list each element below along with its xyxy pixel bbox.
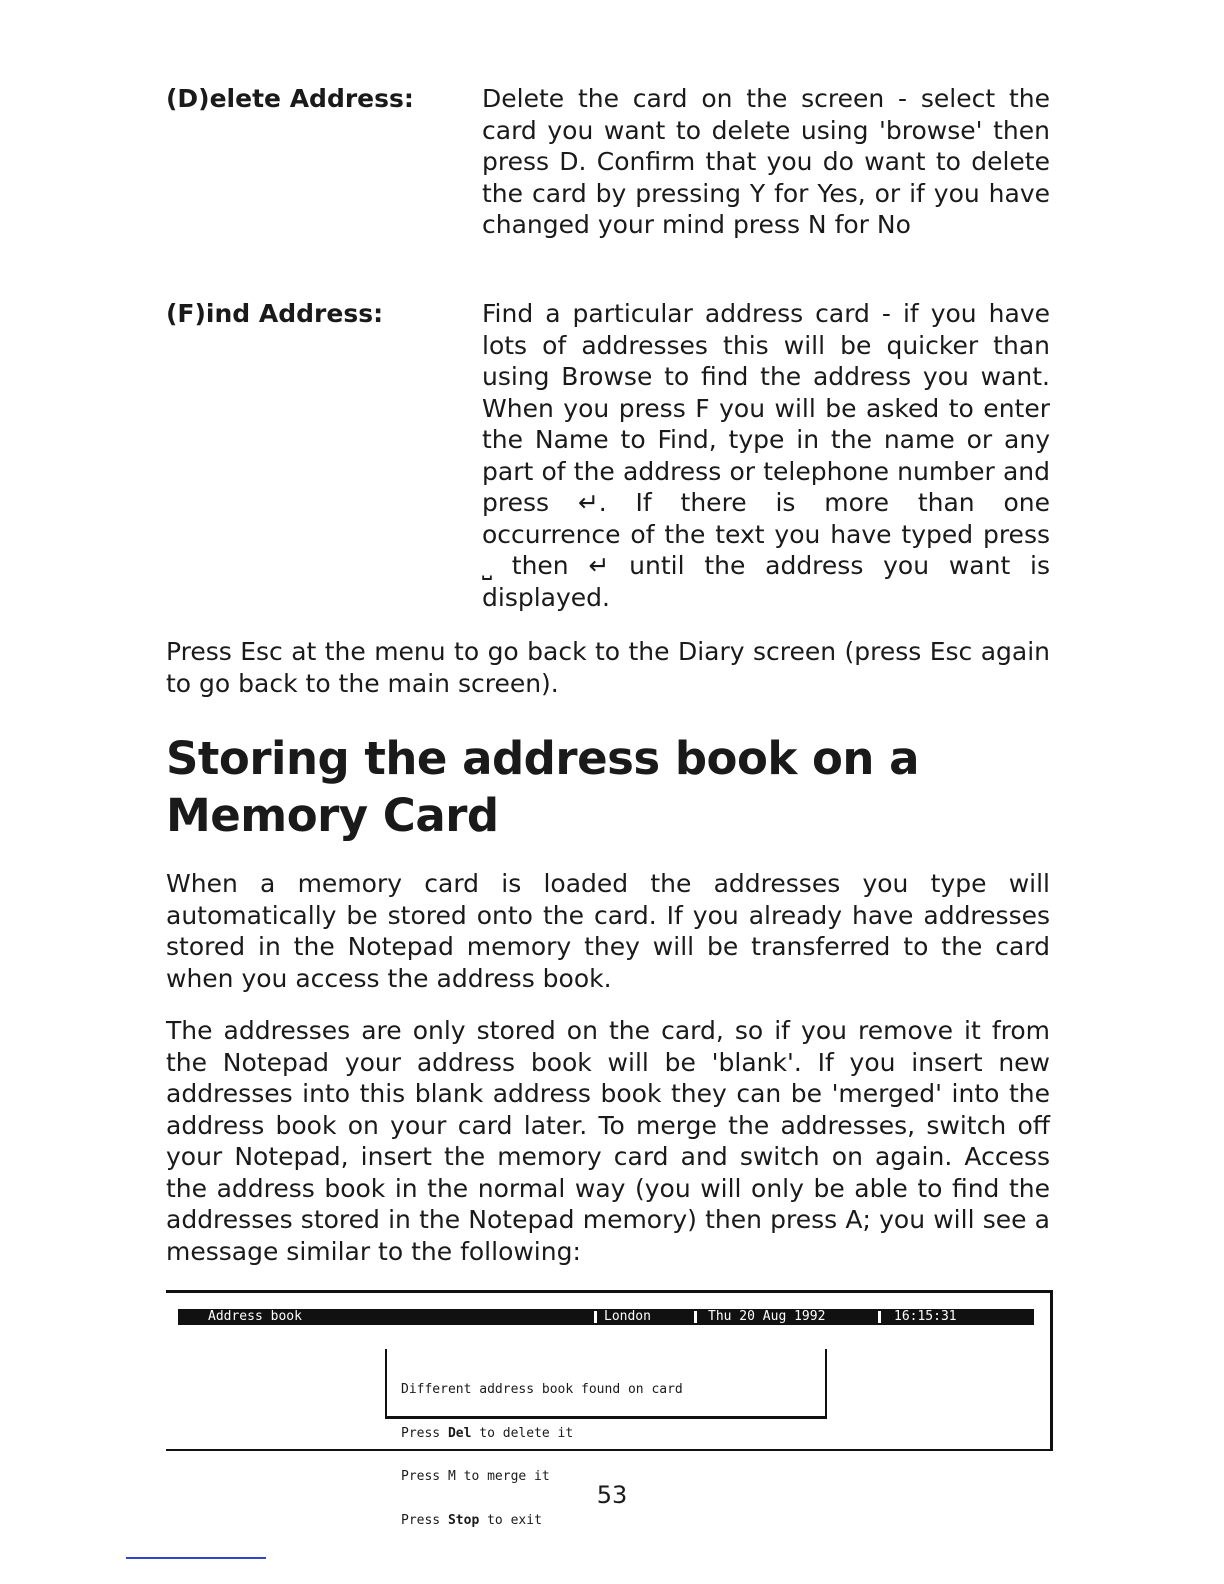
section-heading [166, 730, 1066, 844]
entry-definition: Find a particular address card - if you have lots of addresses this will be quicker than using Browse to find the address you want. When you press F you will be asked to enter the Name to Find, type in the name or any part of the address or telephone number and press ↵. If there is more than one occurrence of the text you have typed press ⎵ then ↵ until the address you want is displayed. [482, 299, 1050, 612]
paragraph-memory-card: When a memory card is loaded the addresses you type will automatically be stored onto the card. If you already have addresses stored in the Notepad memory they will be transferred to the card when you access the address book. [166, 869, 1050, 993]
status-title: Address book [208, 1309, 302, 1324]
del-key-label: Del [447, 1425, 472, 1441]
status-separator [878, 1311, 881, 1323]
dialog-line: Press Stop to exit [401, 1512, 542, 1528]
dialog-line: Press Del to delete it [401, 1425, 574, 1441]
notepad-screen-illustration [166, 1290, 1053, 1528]
entry-definition: Delete the card on the screen - select the card you want to delete using 'browse' then press D. Confirm that you do want to delete the card by pressing Y for Yes, or if you have changed your mind press N for No [482, 84, 1050, 239]
status-separator [694, 1311, 697, 1323]
status-bar [178, 1309, 1034, 1325]
entry-term: (D)elete Address: [166, 84, 414, 113]
status-date: Thu 20 Aug 1992 [708, 1309, 826, 1324]
dialog-line: Press M to merge it [401, 1469, 550, 1484]
heading-line-1: Storing the address book on a [166, 732, 919, 785]
status-location: London [604, 1309, 651, 1324]
esc-paragraph: Press Esc at the menu to go back to the Diary screen (press Esc again to go back to the main screen). [166, 637, 1050, 698]
stop-key-label: Stop [447, 1512, 480, 1528]
heading-line-2: Memory Card [166, 789, 499, 842]
status-separator [594, 1311, 597, 1323]
status-time: 16:15:31 [894, 1309, 957, 1324]
footer-rule [126, 1557, 266, 1559]
entry-term: (F)ind Address: [166, 299, 384, 328]
dialog-line: Different address book found on card [401, 1382, 683, 1397]
paragraph-merge: The addresses are only stored on the card, so if you remove it from the Notepad your address book will be 'blank'. If you insert new addresses into this blank address book they can be 'merged' into the address book on your card later. To merge the addresses, switch off your Notepad, insert the memory card and switch on again. Access the address book in the normal way (you will only be able to find the addresses stored in the Notepad memory) then press A; you will see a message similar to the following: [166, 1016, 1050, 1266]
page-number: 53 [596, 1481, 628, 1509]
